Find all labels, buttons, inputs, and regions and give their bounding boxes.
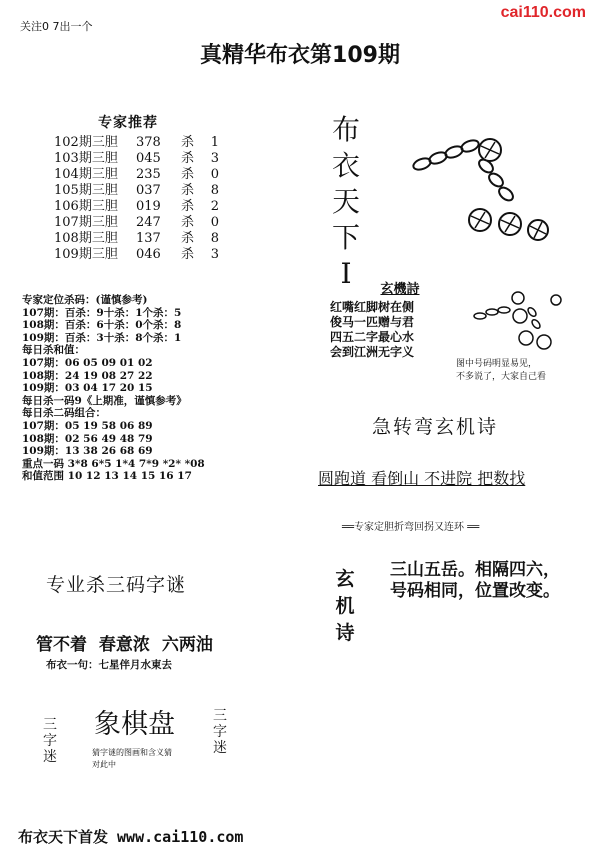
xuan-ji-shi-vertical — [332, 566, 358, 647]
top-note: 关注0 7出一个 — [20, 20, 93, 33]
poem-line: 俊马一匹赠与君 — [330, 315, 415, 329]
issue: 106期三胆 — [54, 199, 118, 214]
mystic-poem-box — [330, 278, 458, 360]
kill-code-line: 108期：02 56 49 48 79 — [22, 432, 153, 445]
kill-label: 杀 — [181, 151, 195, 166]
riddle-words: 管不着 春意浓 六两油 — [36, 635, 213, 655]
three-char-riddle-left — [42, 717, 58, 765]
expert-row — [54, 167, 219, 183]
vertical-title-char: 天 — [331, 185, 360, 218]
nums: 045 — [136, 151, 161, 166]
page-title: 真精华布衣第109期 — [200, 43, 400, 68]
expert-row — [54, 151, 219, 167]
kill-code-line: 108期：百杀：6十杀：0个杀：8 — [22, 319, 182, 332]
kill-code-line: 109期：百杀：3十杀：8个杀：1 — [22, 331, 182, 344]
expert-row — [54, 135, 219, 151]
kill: 3 — [210, 151, 219, 166]
poem-line: 三山五岳。相隔四六， — [390, 560, 560, 580]
kill: 3 — [210, 247, 219, 262]
kill-code-line: 专家定位杀码：(谨慎参考) — [22, 294, 148, 306]
kill: 2 — [210, 199, 219, 214]
vertical-char: 玄 — [335, 568, 355, 590]
expert-row — [54, 231, 219, 247]
figure-caption — [456, 358, 596, 384]
kill-code-line: 107期：05 19 58 06 89 — [22, 419, 153, 432]
vertical-title-char: 衣 — [331, 149, 360, 182]
poem-line: 会到江洲无字义 — [330, 345, 415, 359]
issue: 105期三胆 — [54, 183, 118, 198]
vertical-title-char: 下 — [331, 221, 360, 254]
nums: 037 — [136, 183, 161, 198]
kill-label: 杀 — [181, 215, 195, 230]
vertical-title-char: 布 — [331, 113, 360, 146]
kill-code-line: 和值范围 10 12 13 14 15 16 17 — [22, 470, 192, 483]
kill-code-line: 109期：13 38 26 68 69 — [22, 445, 153, 458]
kill-code-line: 108期：24 19 08 27 22 — [22, 369, 153, 382]
vertical-char: 迷 — [213, 740, 227, 756]
kill-code-line: 每日杀二码组合： — [22, 407, 106, 420]
kill: 8 — [210, 183, 219, 198]
chessboard-note — [92, 747, 182, 771]
nums: 235 — [136, 167, 161, 182]
buyi-one-sentence: 布衣一句：七星伴月水東去 — [46, 659, 172, 671]
issue: 102期三胆 — [54, 135, 118, 150]
expert-row — [54, 215, 219, 231]
kill-label: 杀 — [181, 231, 195, 246]
riddle-poem-heading: 急转弯玄机诗 — [372, 416, 499, 438]
vertical-title-char: I — [340, 257, 352, 290]
issue: 108期三胆 — [54, 231, 118, 246]
riddle-line: 圆跑道 看倒山 不进院 把数找 — [318, 469, 526, 488]
caption-line: 图中号码明显易见， — [456, 359, 538, 369]
vertical-char: 诗 — [335, 622, 355, 644]
kill: 0 — [210, 215, 219, 230]
issue: 107期三胆 — [54, 215, 118, 230]
kill-label: 杀 — [181, 247, 195, 262]
mystic-poem-2 — [390, 560, 560, 602]
expert-dan-line: ══专家定胆折弯回拐又连环 ══ — [342, 522, 480, 533]
footer-site-line[interactable]: 布衣天下首发 www.cai110.com — [18, 828, 244, 846]
expert-recommend-list — [54, 135, 219, 263]
nums: 019 — [136, 199, 161, 214]
note-line: 猜字谜的图画和含义猜 — [92, 748, 172, 757]
kill-label: 杀 — [181, 135, 195, 150]
kill-code-line: 107期：06 05 09 01 02 — [22, 356, 153, 369]
site-logo[interactable]: cai110.com — [500, 4, 586, 21]
vertical-title — [326, 112, 366, 292]
issue: 109期三胆 — [54, 247, 118, 262]
poem-line: 号码相同，位置改变。 — [390, 581, 560, 601]
kill-label: 杀 — [181, 183, 195, 198]
kill: 1 — [210, 135, 219, 150]
nums: 378 — [136, 135, 161, 150]
kill-code-block — [22, 294, 272, 483]
caption-line: 不多说了，大家自己看 — [456, 372, 547, 382]
note-line: 对此中 — [92, 760, 116, 769]
vertical-char: 机 — [335, 595, 355, 617]
small-balls-figure — [470, 286, 570, 356]
expert-recommend-title: 专家推荐 — [98, 115, 158, 131]
kill-code-line: 重点一码 3*8 6*5 1*4 7*9 *2* *08 — [22, 457, 205, 470]
kill-code-line: 每日杀一码9《上期准，谨慎参考》 — [22, 394, 187, 407]
vertical-char: 迷 — [43, 749, 57, 765]
vertical-char: 三 — [213, 708, 227, 724]
issue: 104期三胆 — [54, 167, 118, 182]
kill-code-line: 107期：百杀：9十杀：1个杀：5 — [22, 306, 182, 319]
chessboard-riddle: 象棋盘 — [94, 709, 175, 740]
pro-kill-riddle-heading: 专业杀三码字谜 — [46, 574, 187, 596]
vertical-char: 字 — [43, 733, 57, 749]
vertical-char: 字 — [213, 724, 227, 740]
nums: 046 — [136, 247, 161, 262]
expert-row — [54, 247, 219, 263]
kill-label: 杀 — [181, 199, 195, 214]
kill-code-line: 109期：03 04 17 20 15 — [22, 382, 153, 395]
mystic-poem-lines — [330, 300, 458, 360]
poem-line: 红嘴红脚树在侧 — [330, 300, 415, 314]
mystic-poem-title: 玄機詩 — [380, 282, 420, 297]
kill: 0 — [210, 167, 219, 182]
kill: 8 — [210, 231, 219, 246]
vertical-char: 三 — [43, 717, 57, 733]
nums: 247 — [136, 215, 161, 230]
expert-row — [54, 199, 219, 215]
chain-balls-figure — [410, 128, 560, 248]
kill-label: 杀 — [181, 167, 195, 182]
expert-row — [54, 183, 219, 199]
issue: 103期三胆 — [54, 151, 118, 166]
nums: 137 — [136, 231, 161, 246]
poem-line: 四五二字最心水 — [330, 330, 415, 344]
three-char-riddle-right — [212, 708, 228, 756]
kill-code-line: 每日杀和值： — [22, 344, 85, 357]
